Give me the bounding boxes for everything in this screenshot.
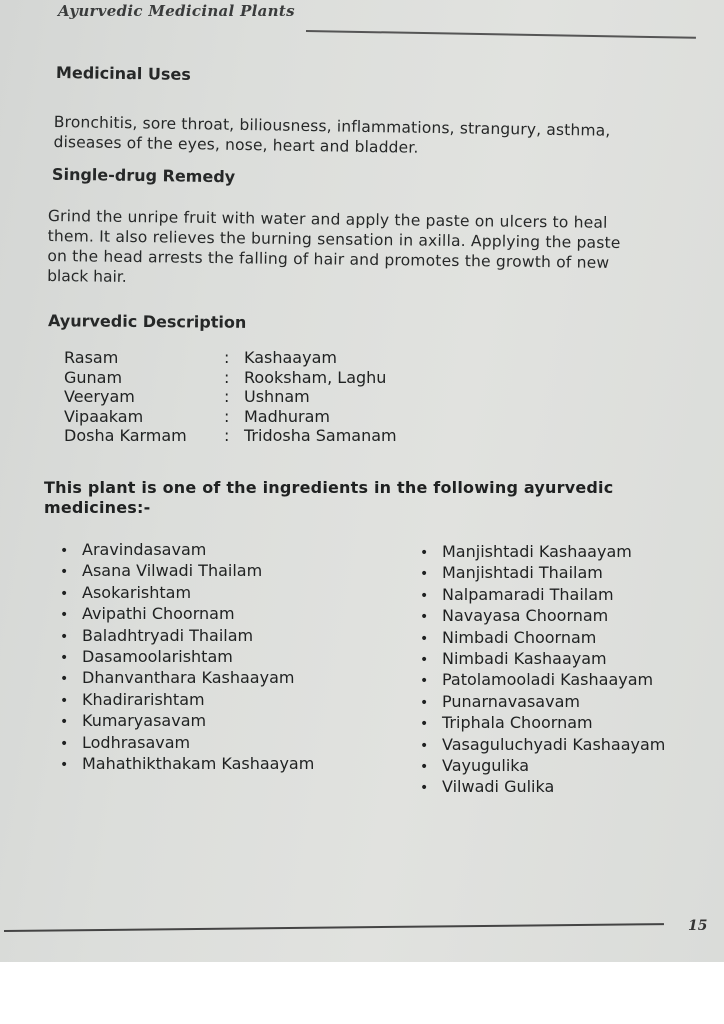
list-item	[420, 756, 665, 777]
list-item	[420, 670, 665, 691]
bullet-icon: •	[420, 694, 429, 711]
description-row-dosha-karmam	[64, 426, 397, 446]
bullet-icon: •	[420, 716, 429, 733]
ingredients-heading-line: medicines:-	[44, 498, 151, 517]
medicine-name: Aravindasavam	[82, 540, 207, 559]
list-item	[420, 542, 665, 563]
medicine-name: Vayugulika	[442, 756, 530, 776]
medicinal-uses-text	[53, 112, 704, 162]
description-value: Madhuram	[244, 406, 331, 426]
single-drug-heading: Single-drug Remedy	[51, 164, 236, 187]
description-colon: :	[224, 426, 230, 445]
medicinal-uses-heading: Medicinal Uses	[55, 63, 191, 84]
description-colon: :	[224, 367, 230, 387]
bullet-icon: •	[60, 564, 69, 581]
bullet-icon: •	[420, 566, 429, 583]
bullet-icon: •	[60, 628, 69, 645]
bullet-icon: •	[60, 585, 69, 602]
description-colon: :	[224, 406, 230, 426]
description-value: Kashaayam	[244, 348, 337, 367]
medicine-name: Manjishtadi Thailam	[442, 563, 603, 583]
single-drug-line: them. It also relieves the burning sensation in axilla. Applying the paste	[47, 226, 621, 252]
list-item	[420, 628, 665, 649]
medicine-name: Nimbadi Choornam	[442, 627, 597, 647]
medicine-name: Baladhtryadi Thailam	[82, 625, 254, 645]
bullet-icon: •	[420, 587, 429, 604]
medicine-list-left	[60, 540, 314, 775]
description-row-gunam	[64, 368, 397, 388]
ingredients-heading-line: This plant is one of the ingredients in the following ayurvedic	[44, 478, 614, 497]
single-drug-line: on the head arrests the falling of hair and promotes the growth of new	[47, 246, 610, 272]
list-item	[60, 754, 314, 775]
bullet-icon: •	[420, 609, 429, 626]
medicine-name: Asokarishtam	[82, 582, 192, 602]
bullet-icon: •	[60, 757, 69, 774]
medicine-name: Asana Vilwadi Thailam	[82, 561, 263, 581]
ayurvedic-description-heading: Ayurvedic Description	[47, 311, 247, 332]
bullet-icon: •	[420, 780, 429, 797]
bullet-icon: •	[420, 545, 429, 561]
list-item	[60, 604, 314, 625]
medicine-name: Vasaguluchyadi Kashaayam	[442, 734, 666, 754]
list-item	[420, 713, 665, 734]
running-head: Ayurvedic Medicinal Plants	[58, 2, 295, 20]
header-rule	[306, 30, 696, 39]
bullet-icon: •	[420, 737, 429, 754]
bullet-icon: •	[60, 650, 69, 667]
bullet-icon: •	[60, 607, 69, 624]
medicine-name: Mahathikthakam Kashaayam	[82, 754, 315, 774]
description-key: Dosha Karmam	[64, 426, 187, 445]
bullet-icon: •	[420, 652, 429, 669]
list-item	[60, 690, 314, 711]
medicine-name: Nalpamaradi Thailam	[442, 584, 614, 604]
bullet-icon: •	[420, 673, 429, 690]
medicinal-uses-line: Bronchitis, sore throat, biliousness, inflammations, strangury, asthma,	[53, 112, 611, 140]
list-item	[60, 561, 314, 582]
medicine-name: Khadirarishtam	[82, 689, 205, 709]
medicine-name: Dasamoolarishtam	[82, 647, 233, 667]
list-item	[60, 583, 314, 604]
medicine-name: Lodhrasavam	[82, 732, 191, 752]
description-value: Tridosha Samanam	[244, 426, 397, 445]
description-row-rasam	[64, 348, 397, 368]
medicine-name: Navayasa Choornam	[442, 606, 609, 626]
bullet-icon: •	[420, 759, 429, 776]
list-item	[420, 563, 665, 584]
medicine-list-right	[420, 542, 665, 799]
list-item	[420, 692, 665, 713]
description-value: Ushnam	[244, 387, 310, 406]
list-item	[60, 733, 314, 754]
medicine-name: Patolamooladi Kashaayam	[442, 670, 654, 690]
medicine-name: Manjishtadi Kashaayam	[442, 542, 632, 561]
footer-rule	[4, 923, 664, 932]
description-colon: :	[224, 348, 230, 367]
medicine-name: Vilwadi Gulika	[442, 777, 555, 797]
list-item	[60, 647, 314, 668]
single-drug-line: black hair.	[47, 266, 127, 286]
description-value: Rooksham, Laghu	[244, 367, 387, 387]
bullet-icon: •	[60, 735, 69, 752]
medicine-name: Triphala Choornam	[442, 713, 593, 733]
list-item	[420, 777, 665, 798]
list-item	[420, 585, 665, 606]
list-item	[420, 735, 665, 756]
ingredients-heading	[44, 478, 704, 518]
medicine-name: Kumaryasavam	[82, 711, 207, 731]
list-item	[60, 668, 314, 689]
list-item	[60, 711, 314, 732]
page-number: 15	[688, 918, 708, 934]
bullet-icon: •	[60, 692, 69, 709]
list-item	[420, 649, 665, 670]
medicine-name: Avipathi Choornam	[82, 604, 235, 624]
single-drug-text	[47, 206, 708, 294]
bullet-icon: •	[60, 671, 69, 688]
list-item	[60, 626, 314, 647]
description-row-vipaakam	[64, 407, 397, 427]
bullet-icon: •	[60, 543, 69, 559]
description-colon: :	[224, 387, 230, 406]
list-item	[60, 540, 314, 561]
description-row-veeryam	[64, 387, 397, 407]
description-key: Gunam	[64, 367, 123, 387]
medicine-name: Punarnavasavam	[442, 691, 580, 711]
list-item	[420, 606, 665, 627]
single-drug-line: Grind the unripe fruit with water and apply the paste on ulcers to heal	[47, 206, 608, 232]
medicine-name: Dhanvanthara Kashaayam	[82, 668, 295, 688]
description-key: Rasam	[64, 348, 119, 367]
description-key: Veeryam	[64, 387, 135, 406]
medicinal-uses-line: diseases of the eyes, nose, heart and bladder.	[53, 132, 419, 157]
medicine-name: Nimbadi Kashaayam	[442, 649, 607, 669]
description-key: Vipaakam	[64, 406, 144, 426]
ayurvedic-description-table	[64, 348, 397, 446]
bullet-icon: •	[60, 714, 69, 731]
bullet-icon: •	[420, 630, 429, 647]
